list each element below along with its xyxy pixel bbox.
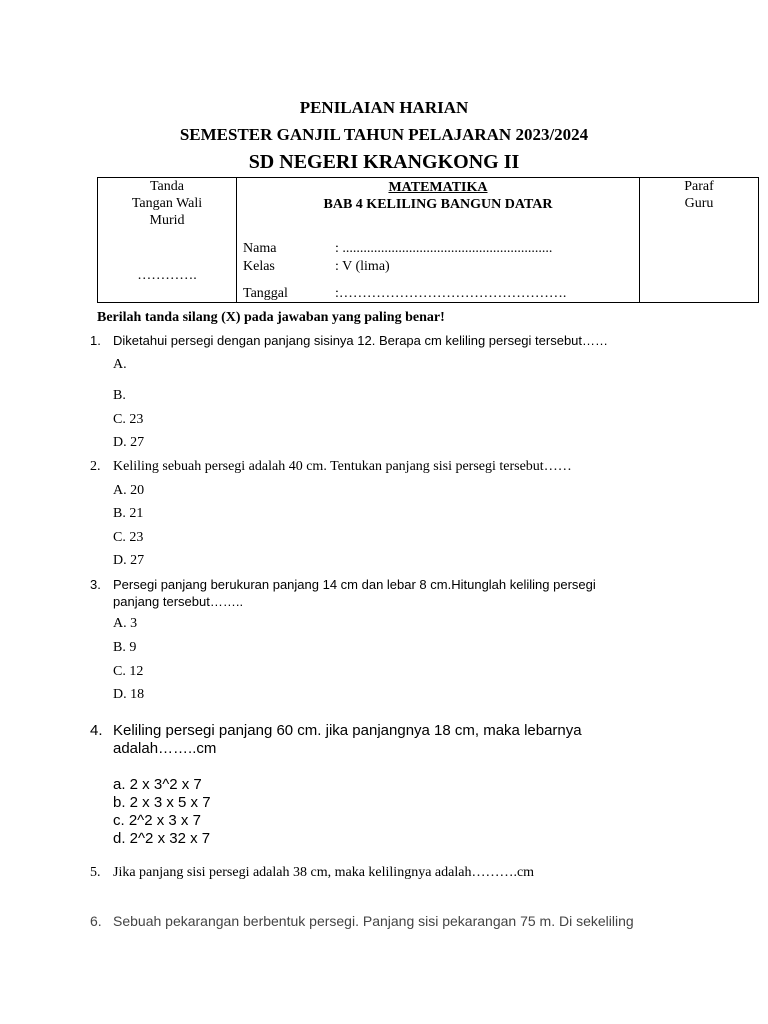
- question-2: [90, 459, 572, 475]
- question-number: 1.: [90, 333, 101, 348]
- q1-option-d[interactable]: D. 27: [113, 435, 145, 450]
- q3-option-c[interactable]: C. 12: [113, 664, 144, 679]
- signature-label-line1: Tanda: [149, 179, 184, 194]
- q4-option-b[interactable]: b. 2 x 3 x 5 x 7: [113, 794, 211, 811]
- q2-option-c[interactable]: C. 23: [113, 530, 144, 545]
- question-3: [90, 577, 596, 592]
- name-field-row[interactable]: [243, 240, 552, 258]
- paraf-label-line1: Paraf: [684, 179, 714, 194]
- q3-option-b[interactable]: B. 9: [113, 640, 137, 655]
- class-value: : V (lima): [335, 259, 390, 274]
- class-field-row: [243, 258, 390, 276]
- question-text-line1: Persegi panjang berukuran panjang 14 cm dan lebar 8 cm.Hitunglah keliling persegi: [113, 577, 596, 592]
- q1-option-c[interactable]: C. 23: [113, 412, 144, 427]
- question-text: Diketahui persegi dengan panjang sisinya 12. Berapa cm keliling persegi tersebut……: [113, 333, 609, 348]
- q2-option-d[interactable]: D. 27: [113, 553, 145, 568]
- q4-option-d[interactable]: d. 2^2 x 32 x 7: [113, 830, 211, 847]
- question-text: Jika panjang sisi persegi adalah 38 cm, maka kelilingnya adalah……….cm: [113, 865, 535, 880]
- school-name: SD NEGERI KRANGKONG II: [248, 151, 520, 173]
- name-blank[interactable]: : ............................................................: [335, 241, 553, 256]
- question-3-line2: panjang tersebut……..: [113, 594, 244, 609]
- question-number: 3.: [90, 577, 101, 592]
- q1-option-b[interactable]: B.: [113, 388, 126, 403]
- question-4-line2: adalah……..cm: [113, 740, 217, 757]
- question-number: 2.: [90, 459, 101, 474]
- paraf-label-line2: Guru: [684, 196, 714, 211]
- student-info-table: [97, 177, 759, 303]
- q3-option-d[interactable]: D. 18: [113, 687, 145, 702]
- q4-option-a[interactable]: a. 2 x 3^2 x 7: [113, 776, 202, 793]
- parent-signature-cell: [98, 178, 237, 303]
- date-blank[interactable]: :………………………………………….: [335, 286, 567, 301]
- question-4: [90, 722, 582, 739]
- signature-blank[interactable]: ………….: [137, 268, 197, 283]
- question-text: Keliling sebuah persegi adalah 40 cm. Tentukan panjang sisi persegi tersebut……: [113, 459, 572, 474]
- q2-option-b[interactable]: B. 21: [113, 506, 144, 521]
- question-text-line1: Keliling persegi panjang 60 cm. jika panjangnya 18 cm, maka lebarnya: [113, 722, 582, 739]
- exam-title: PENILAIAN HARIAN: [299, 98, 469, 117]
- chapter-title: BAB 4 KELILING BANGUN DATAR: [323, 197, 553, 212]
- teacher-initial-cell: [640, 178, 759, 303]
- question-1: [90, 333, 608, 348]
- question-number: 4.: [90, 722, 103, 739]
- signature-label-line3: Murid: [149, 213, 185, 228]
- q2-option-a[interactable]: A. 20: [113, 483, 145, 498]
- q3-option-a[interactable]: A. 3: [113, 616, 138, 631]
- q4-option-c[interactable]: c. 2^2 x 3 x 7: [113, 812, 201, 829]
- class-label: Kelas: [243, 259, 275, 274]
- subject-title: MATEMATIKA: [388, 180, 488, 195]
- instruction-text: Berilah tanda silang (X) pada jawaban yang paling benar!: [97, 310, 445, 325]
- question-number: 6.: [90, 913, 102, 929]
- subject-info-cell: [237, 178, 640, 303]
- date-field-row[interactable]: [243, 285, 566, 303]
- q1-option-a[interactable]: A.: [113, 357, 127, 372]
- question-text: Sebuah pekarangan berbentuk persegi. Panjang sisi pekarangan 75 m. Di sekeliling: [113, 913, 634, 929]
- question-number: 5.: [90, 865, 101, 880]
- name-label: Nama: [243, 241, 277, 256]
- signature-label-line2: Tangan Wali: [131, 196, 203, 211]
- semester-title: SEMESTER GANJIL TAHUN PELAJARAN 2023/2024: [179, 125, 589, 144]
- question-5: [90, 865, 534, 881]
- date-label: Tanggal: [243, 286, 288, 301]
- question-6: [90, 913, 634, 929]
